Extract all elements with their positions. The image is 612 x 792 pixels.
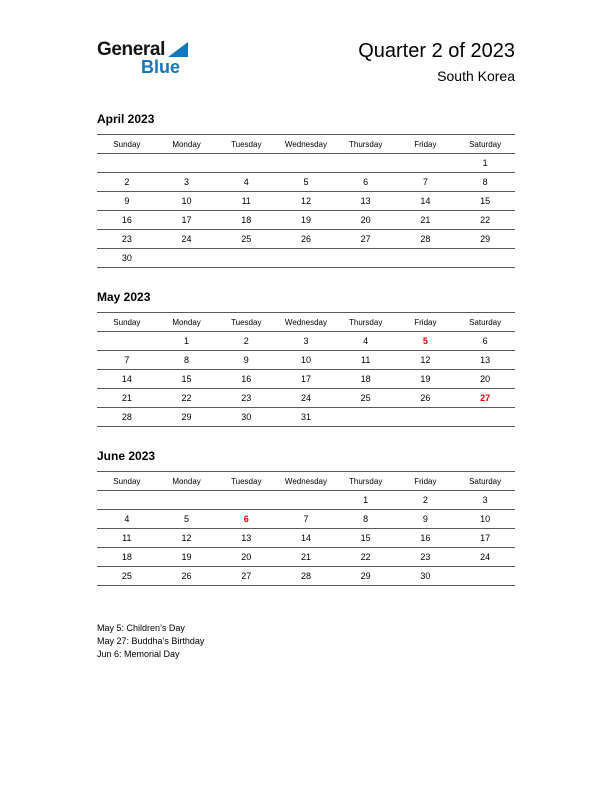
date-cell: 16 [216, 370, 276, 389]
date-cell: 8 [157, 351, 217, 370]
date-cell: 28 [396, 230, 456, 249]
date-cell: 30 [216, 408, 276, 427]
date-cell [97, 154, 157, 173]
date-cell [157, 154, 217, 173]
weekday-header: Monday [157, 472, 217, 491]
date-cell: 23 [396, 548, 456, 567]
legend-item: Jun 6: Memorial Day [97, 649, 180, 659]
table-row [97, 567, 515, 586]
date-cell: 14 [276, 529, 336, 548]
date-cell: 26 [276, 230, 336, 249]
date-cell: 30 [97, 249, 157, 268]
date-cell: 26 [396, 389, 456, 408]
date-cell [336, 408, 396, 427]
weekday-header-row [97, 135, 515, 154]
date-cell: 2 [97, 173, 157, 192]
date-cell: 22 [157, 389, 217, 408]
date-cell: 15 [336, 529, 396, 548]
date-cell: 21 [396, 211, 456, 230]
weekday-header: Thursday [336, 472, 396, 491]
date-cell: 7 [97, 351, 157, 370]
date-cell: 19 [396, 370, 456, 389]
weekday-header: Monday [157, 313, 217, 332]
weekday-header: Tuesday [216, 313, 276, 332]
date-cell: 17 [455, 529, 515, 548]
logo [97, 40, 188, 76]
date-cell: 4 [97, 510, 157, 529]
date-cell: 1 [455, 154, 515, 173]
date-cell: 3 [157, 173, 217, 192]
date-cell: 5 [396, 332, 456, 351]
weekday-header: Friday [396, 135, 456, 154]
date-cell [276, 249, 336, 268]
date-cell [97, 491, 157, 510]
date-cell: 8 [336, 510, 396, 529]
date-cell [216, 249, 276, 268]
date-cell: 28 [276, 567, 336, 586]
date-cell [396, 154, 456, 173]
month-section-june [97, 449, 515, 586]
date-cell: 2 [396, 491, 456, 510]
weekday-header: Sunday [97, 135, 157, 154]
date-cell: 3 [455, 491, 515, 510]
date-cell: 18 [336, 370, 396, 389]
date-cell: 11 [216, 192, 276, 211]
date-cell: 9 [216, 351, 276, 370]
date-cell: 12 [276, 192, 336, 211]
date-cell: 10 [276, 351, 336, 370]
month-section-april [97, 112, 515, 268]
date-cell: 29 [157, 408, 217, 427]
date-cell: 15 [455, 192, 515, 211]
date-cell: 30 [396, 567, 456, 586]
date-cell: 15 [157, 370, 217, 389]
date-cell: 26 [157, 567, 217, 586]
date-cell: 10 [157, 192, 217, 211]
date-cell: 31 [276, 408, 336, 427]
date-cell: 23 [97, 230, 157, 249]
date-cell: 18 [97, 548, 157, 567]
logo-triangle-icon [168, 42, 188, 57]
date-cell: 1 [336, 491, 396, 510]
table-row [97, 370, 515, 389]
date-cell [157, 491, 217, 510]
date-cell [455, 249, 515, 268]
date-cell: 18 [216, 211, 276, 230]
holiday-legend [97, 622, 515, 661]
weekday-header: Thursday [336, 135, 396, 154]
date-cell [216, 491, 276, 510]
table-row [97, 211, 515, 230]
date-cell: 25 [336, 389, 396, 408]
date-cell: 10 [455, 510, 515, 529]
date-cell: 28 [97, 408, 157, 427]
date-cell: 12 [396, 351, 456, 370]
page-header [97, 40, 515, 84]
weekday-header: Sunday [97, 313, 157, 332]
date-cell: 9 [97, 192, 157, 211]
table-row [97, 332, 515, 351]
date-cell: 7 [276, 510, 336, 529]
date-cell: 24 [157, 230, 217, 249]
date-cell: 11 [336, 351, 396, 370]
date-cell: 6 [336, 173, 396, 192]
month-title: April 2023 [97, 112, 155, 126]
date-cell: 13 [336, 192, 396, 211]
date-cell: 22 [336, 548, 396, 567]
table-row [97, 510, 515, 529]
weekday-header: Wednesday [276, 472, 336, 491]
calendar-table-june [97, 471, 515, 586]
table-row [97, 389, 515, 408]
date-cell [455, 408, 515, 427]
table-row [97, 491, 515, 510]
date-cell: 7 [396, 173, 456, 192]
date-cell [336, 249, 396, 268]
month-section-may [97, 290, 515, 427]
date-cell: 29 [455, 230, 515, 249]
date-cell [336, 154, 396, 173]
logo-text-blue: Blue [141, 57, 181, 77]
date-cell: 24 [455, 548, 515, 567]
date-cell: 3 [276, 332, 336, 351]
date-cell: 12 [157, 529, 217, 548]
date-cell: 24 [276, 389, 336, 408]
weekday-header: Friday [396, 313, 456, 332]
date-cell: 21 [97, 389, 157, 408]
date-cell: 27 [455, 389, 515, 408]
date-cell: 14 [97, 370, 157, 389]
date-cell: 29 [336, 567, 396, 586]
date-cell: 9 [396, 510, 456, 529]
calendar-table-may [97, 312, 515, 427]
date-cell: 13 [455, 351, 515, 370]
month-title: June 2023 [97, 449, 156, 463]
legend-item: May 27: Buddha’s Birthday [97, 636, 205, 646]
weekday-header: Monday [157, 135, 217, 154]
date-cell [276, 491, 336, 510]
date-cell: 16 [396, 529, 456, 548]
date-cell: 19 [276, 211, 336, 230]
legend-item: May 5: Children’s Day [97, 623, 185, 633]
table-row [97, 173, 515, 192]
weekday-header-row [97, 472, 515, 491]
date-cell: 5 [276, 173, 336, 192]
weekday-header: Tuesday [216, 472, 276, 491]
date-cell: 11 [97, 529, 157, 548]
date-cell [216, 154, 276, 173]
date-cell: 14 [396, 192, 456, 211]
title-block [358, 40, 515, 84]
table-row [97, 154, 515, 173]
date-cell: 27 [216, 567, 276, 586]
date-cell: 25 [97, 567, 157, 586]
date-cell: 1 [157, 332, 217, 351]
calendar-table-april [97, 134, 515, 268]
date-cell: 20 [216, 548, 276, 567]
table-row [97, 249, 515, 268]
page-title: Quarter 2 of 2023 [358, 40, 515, 62]
weekday-header: Tuesday [216, 135, 276, 154]
date-cell [157, 249, 217, 268]
weekday-header: Saturday [455, 135, 515, 154]
date-cell: 8 [455, 173, 515, 192]
table-row [97, 192, 515, 211]
logo-text-general: General [97, 39, 165, 60]
date-cell: 25 [216, 230, 276, 249]
month-title: May 2023 [97, 290, 151, 304]
date-cell: 13 [216, 529, 276, 548]
table-row [97, 351, 515, 370]
page-subtitle: South Korea [437, 68, 515, 84]
date-cell: 6 [455, 332, 515, 351]
date-cell: 27 [336, 230, 396, 249]
table-row [97, 529, 515, 548]
date-cell: 19 [157, 548, 217, 567]
table-row [97, 548, 515, 567]
date-cell: 22 [455, 211, 515, 230]
date-cell [276, 154, 336, 173]
date-cell [455, 567, 515, 586]
weekday-header: Saturday [455, 313, 515, 332]
weekday-header: Thursday [336, 313, 396, 332]
date-cell: 20 [336, 211, 396, 230]
weekday-header: Wednesday [276, 135, 336, 154]
date-cell: 23 [216, 389, 276, 408]
date-cell [396, 408, 456, 427]
weekday-header: Friday [396, 472, 456, 491]
weekday-header: Saturday [455, 472, 515, 491]
date-cell: 6 [216, 510, 276, 529]
date-cell: 21 [276, 548, 336, 567]
date-cell: 4 [336, 332, 396, 351]
date-cell: 4 [216, 173, 276, 192]
date-cell: 5 [157, 510, 217, 529]
table-row [97, 230, 515, 249]
weekday-header-row [97, 313, 515, 332]
date-cell: 16 [97, 211, 157, 230]
date-cell [97, 332, 157, 351]
weekday-header: Wednesday [276, 313, 336, 332]
date-cell: 2 [216, 332, 276, 351]
date-cell: 17 [276, 370, 336, 389]
date-cell: 20 [455, 370, 515, 389]
table-row [97, 408, 515, 427]
date-cell [396, 249, 456, 268]
date-cell: 17 [157, 211, 217, 230]
weekday-header: Sunday [97, 472, 157, 491]
